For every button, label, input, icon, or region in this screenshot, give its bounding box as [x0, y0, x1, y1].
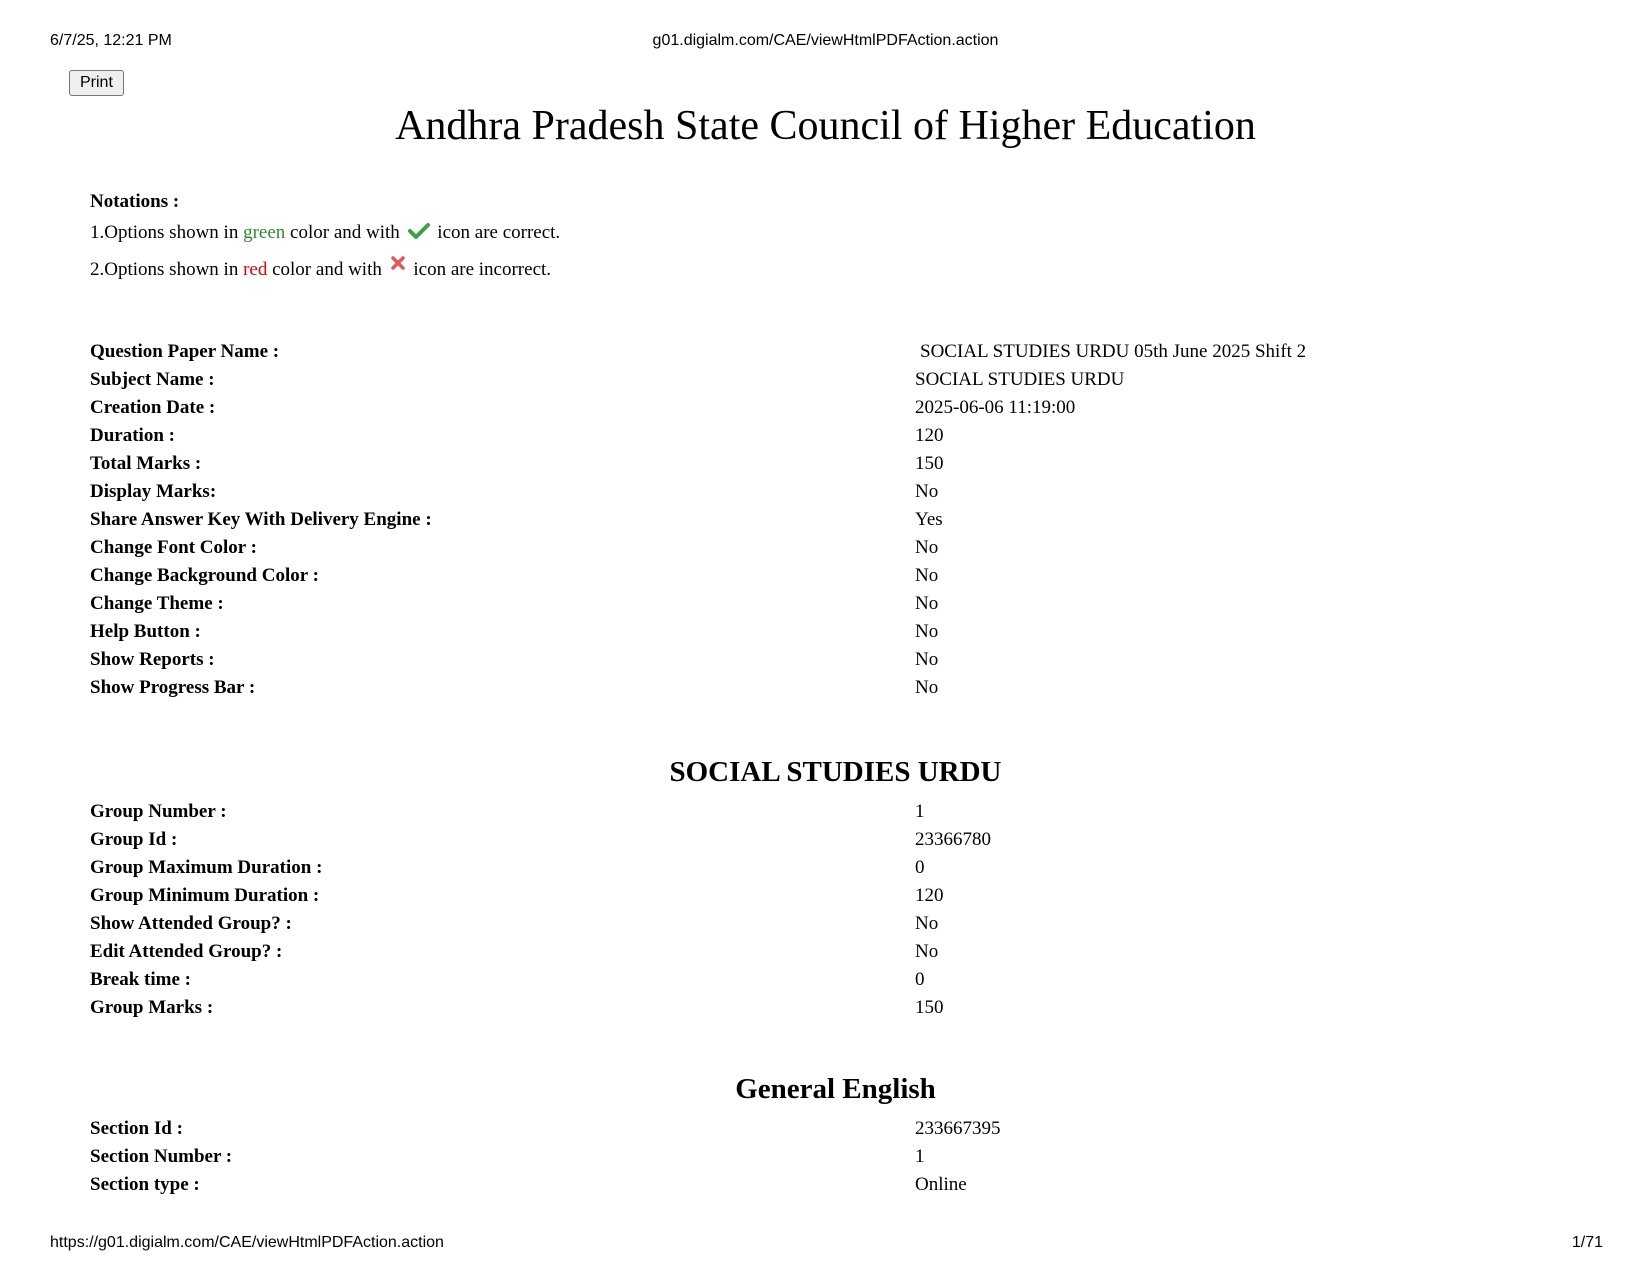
info-value: No [915, 913, 939, 934]
info-value: No [915, 537, 939, 558]
info-row [90, 1115, 1590, 1143]
info-label: Duration : [90, 425, 175, 446]
info-label: Section Number : [90, 1146, 233, 1167]
info-value: 120 [915, 885, 944, 906]
info-row [90, 994, 1590, 1022]
print-button[interactable]: Print [69, 70, 124, 96]
info-value: 150 [915, 997, 944, 1018]
info-label: Show Reports : [90, 649, 215, 670]
group-heading: SOCIAL STUDIES URDU [669, 756, 1002, 788]
info-label: Show Attended Group? : [90, 913, 292, 934]
info-row [90, 1143, 1590, 1171]
info-row [90, 854, 1590, 882]
info-row [90, 562, 1590, 590]
info-label: Edit Attended Group? : [90, 941, 283, 962]
info-label: Group Marks : [90, 997, 214, 1018]
info-row [90, 910, 1590, 938]
info-value: No [915, 941, 939, 962]
info-value: SOCIAL STUDIES URDU [915, 369, 1125, 390]
page-title: Andhra Pradesh State Council of Higher Education [395, 103, 1256, 149]
info-label: Group Id : [90, 829, 178, 850]
info-label: Section Id : [90, 1118, 183, 1139]
info-label: Change Theme : [90, 593, 224, 614]
notation-correct: 1.Options shown in green color and with icon are correct. [90, 217, 560, 250]
info-row [90, 590, 1590, 618]
info-row [90, 478, 1590, 506]
info-row [90, 450, 1590, 478]
green-word: green [243, 222, 286, 243]
info-label: Section type : [90, 1174, 200, 1195]
info-value: SOCIAL STUDIES URDU 05th June 2025 Shift 2 [920, 341, 1307, 362]
print-header-url: g01.digialm.com/CAE/viewHtmlPDFAction.action [652, 32, 999, 49]
info-row [90, 826, 1590, 854]
info-value: No [915, 677, 939, 698]
info-label: Share Answer Key With Delivery Engine : [90, 509, 432, 530]
notations-heading: Notations : [90, 191, 180, 212]
info-row [90, 938, 1590, 966]
info-label: Subject Name : [90, 369, 215, 390]
info-label: Show Progress Bar : [90, 677, 256, 698]
info-label: Group Maximum Duration : [90, 857, 323, 878]
info-label: Display Marks: [90, 481, 217, 502]
info-label: Change Background Color : [90, 565, 319, 586]
info-label: Break time : [90, 969, 191, 990]
info-row [90, 1171, 1590, 1199]
notations [90, 186, 560, 285]
info-value: 120 [915, 425, 944, 446]
info-row [90, 646, 1590, 674]
info-label: Change Font Color : [90, 537, 257, 558]
page-number: 1/71 [1571, 1234, 1603, 1251]
info-value: 23366780 [915, 829, 991, 850]
info-value: No [915, 649, 939, 670]
info-row [90, 366, 1590, 394]
info-label: Creation Date : [90, 397, 216, 418]
info-value: 1 [915, 1146, 925, 1167]
info-value: 150 [915, 453, 944, 474]
notation-incorrect: 2.Options shown in red color and with icon are incorrect. [90, 250, 560, 285]
info-value: 233667395 [915, 1118, 1001, 1139]
browser-print-footer [0, 1232, 1651, 1256]
info-label: Group Number : [90, 801, 227, 822]
info-value: 0 [915, 969, 925, 990]
info-label: Group Minimum Duration : [90, 885, 320, 906]
info-label: Help Button : [90, 621, 201, 642]
info-value: No [915, 621, 939, 642]
info-row [90, 618, 1590, 646]
section-heading: General English [735, 1073, 936, 1105]
print-datetime: 6/7/25, 12:21 PM [50, 32, 172, 49]
info-row [90, 506, 1590, 534]
info-row [90, 882, 1590, 910]
check-icon [408, 219, 430, 250]
browser-print-header [0, 30, 1651, 54]
info-value: No [915, 481, 939, 502]
group-info-table [90, 798, 1590, 1022]
info-row [90, 422, 1590, 450]
info-value: Online [915, 1174, 967, 1195]
cross-icon [390, 250, 406, 281]
info-row [90, 534, 1590, 562]
info-value: 1 [915, 801, 925, 822]
info-row [90, 394, 1590, 422]
info-value: 2025-06-06 11:19:00 [915, 397, 1076, 418]
info-row [90, 338, 1590, 366]
info-value: Yes [915, 509, 943, 530]
info-row [90, 674, 1590, 702]
info-row [90, 798, 1590, 826]
info-label: Question Paper Name : [90, 341, 280, 362]
info-value: No [915, 565, 939, 586]
paper-info-table [90, 338, 1590, 702]
red-word: red [243, 259, 268, 280]
info-row [90, 966, 1590, 994]
print-footer-url: https://g01.digialm.com/CAE/viewHtmlPDFAction.action [50, 1234, 444, 1251]
section-info-table [90, 1115, 1590, 1199]
info-value: 0 [915, 857, 925, 878]
info-value: No [915, 593, 939, 614]
info-label: Total Marks : [90, 453, 202, 474]
